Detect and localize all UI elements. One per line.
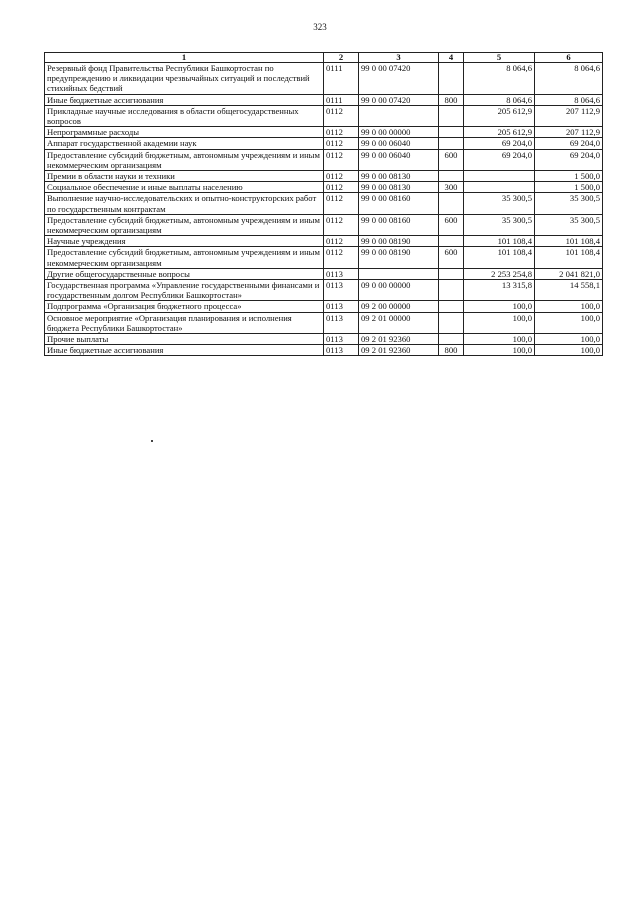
row-value-6-cell: 100,0	[535, 312, 603, 333]
row-type-cell	[439, 171, 464, 182]
header-col-3: 3	[359, 53, 439, 63]
row-value-5-cell: 101 108,4	[464, 247, 535, 268]
row-value-5-cell: 13 315,8	[464, 280, 535, 301]
row-value-6-cell: 69 204,0	[535, 149, 603, 170]
row-target-cell: 09 2 01 92360	[359, 345, 439, 356]
row-section-cell: 0113	[324, 312, 359, 333]
row-name-cell: Другие общегосударственные вопросы	[45, 268, 324, 279]
row-value-5-cell: 8 064,6	[464, 63, 535, 95]
row-section-cell: 0112	[324, 138, 359, 149]
row-value-5-cell: 35 300,5	[464, 193, 535, 214]
row-value-5-cell: 100,0	[464, 312, 535, 333]
row-target-cell: 99 0 00 08190	[359, 236, 439, 247]
row-type-cell: 600	[439, 214, 464, 235]
row-type-cell: 300	[439, 182, 464, 193]
row-target-cell	[359, 268, 439, 279]
row-section-cell: 0112	[324, 149, 359, 170]
row-type-cell	[439, 301, 464, 312]
row-value-5-cell: 100,0	[464, 334, 535, 345]
row-section-cell: 0112	[324, 182, 359, 193]
row-type-cell	[439, 193, 464, 214]
table-row	[45, 312, 603, 333]
row-type-cell	[439, 268, 464, 279]
table-row	[45, 105, 603, 126]
row-name-cell: Иные бюджетные ассигнования	[45, 345, 324, 356]
row-value-6-cell: 100,0	[535, 301, 603, 312]
row-section-cell: 0112	[324, 171, 359, 182]
row-target-cell: 99 0 00 08130	[359, 182, 439, 193]
row-value-5-cell: 101 108,4	[464, 236, 535, 247]
row-name-cell: Иные бюджетные ассигнования	[45, 94, 324, 105]
row-value-5-cell: 205 612,9	[464, 105, 535, 126]
row-name-cell: Предоставление субсидий бюджетным, автономным учреждениям и иным некоммерческим организациям	[45, 247, 324, 268]
row-type-cell: 600	[439, 247, 464, 268]
row-value-5-cell: 100,0	[464, 345, 535, 356]
table-row	[45, 171, 603, 182]
row-value-6-cell: 101 108,4	[535, 247, 603, 268]
row-target-cell: 09 2 01 00000	[359, 312, 439, 333]
row-name-cell: Прикладные научные исследования в области общегосударственных вопросов	[45, 105, 324, 126]
header-col-2: 2	[324, 53, 359, 63]
table-row	[45, 236, 603, 247]
table-row	[45, 138, 603, 149]
row-section-cell: 0112	[324, 236, 359, 247]
row-type-cell: 600	[439, 149, 464, 170]
table-row	[45, 334, 603, 345]
row-target-cell: 99 0 00 00000	[359, 127, 439, 138]
row-value-6-cell: 100,0	[535, 334, 603, 345]
row-section-cell: 0112	[324, 193, 359, 214]
row-value-6-cell: 2 041 821,0	[535, 268, 603, 279]
table-row	[45, 247, 603, 268]
row-value-6-cell: 8 064,6	[535, 94, 603, 105]
row-section-cell: 0113	[324, 280, 359, 301]
row-value-6-cell: 1 500,0	[535, 182, 603, 193]
row-section-cell: 0112	[324, 127, 359, 138]
budget-table	[44, 52, 603, 356]
table-row	[45, 345, 603, 356]
row-value-6-cell: 101 108,4	[535, 236, 603, 247]
row-value-5-cell: 69 204,0	[464, 138, 535, 149]
row-section-cell: 0113	[324, 268, 359, 279]
row-section-cell: 0112	[324, 247, 359, 268]
row-name-cell: Научные учреждения	[45, 236, 324, 247]
row-target-cell	[359, 105, 439, 126]
row-value-6-cell: 207 112,9	[535, 105, 603, 126]
row-target-cell: 09 2 00 00000	[359, 301, 439, 312]
table-row	[45, 268, 603, 279]
table-row	[45, 193, 603, 214]
row-type-cell	[439, 138, 464, 149]
row-name-cell: Выполнение научно-исследовательских и опытно-конструкторских работ по государственным контрактам	[45, 193, 324, 214]
row-value-5-cell: 2 253 254,8	[464, 268, 535, 279]
row-target-cell: 99 0 00 08160	[359, 193, 439, 214]
row-value-6-cell: 207 112,9	[535, 127, 603, 138]
header-col-5: 5	[464, 53, 535, 63]
row-section-cell: 0112	[324, 105, 359, 126]
row-type-cell: 800	[439, 345, 464, 356]
table-body	[45, 63, 603, 356]
row-section-cell: 0111	[324, 94, 359, 105]
row-section-cell: 0111	[324, 63, 359, 95]
row-target-cell: 99 0 00 08190	[359, 247, 439, 268]
row-type-cell	[439, 105, 464, 126]
row-name-cell: Государственная программа «Управление государственными финансами и государственным долгом Республики Башкортостан»	[45, 280, 324, 301]
row-target-cell: 99 0 00 08130	[359, 171, 439, 182]
row-value-6-cell: 100,0	[535, 345, 603, 356]
row-type-cell	[439, 312, 464, 333]
row-name-cell: Непрограммные расходы	[45, 127, 324, 138]
row-value-5-cell	[464, 182, 535, 193]
row-target-cell: 99 0 00 06040	[359, 149, 439, 170]
row-target-cell: 09 0 00 00000	[359, 280, 439, 301]
row-target-cell: 99 0 00 07420	[359, 63, 439, 95]
row-value-5-cell: 205 612,9	[464, 127, 535, 138]
row-name-cell: Социальное обеспечение и иные выплаты населению	[45, 182, 324, 193]
row-section-cell: 0113	[324, 301, 359, 312]
row-name-cell: Аппарат государственной академии наук	[45, 138, 324, 149]
row-target-cell: 09 2 01 92360	[359, 334, 439, 345]
row-target-cell: 99 0 00 06040	[359, 138, 439, 149]
row-name-cell: Подпрограмма «Организация бюджетного процесса»	[45, 301, 324, 312]
row-name-cell: Предоставление субсидий бюджетным, автономным учреждениям и иным некоммерческим организациям	[45, 149, 324, 170]
row-name-cell: Резервный фонд Правительства Республики Башкортостан по предупреждению и ликвидации чрезвычайных ситуаций и последствий стихийных бедствий	[45, 63, 324, 95]
row-value-5-cell: 69 204,0	[464, 149, 535, 170]
table-row	[45, 301, 603, 312]
row-value-5-cell	[464, 171, 535, 182]
row-section-cell: 0113	[324, 345, 359, 356]
row-value-6-cell: 14 558,1	[535, 280, 603, 301]
row-name-cell: Премии в области науки и техники	[45, 171, 324, 182]
row-value-6-cell: 35 300,5	[535, 214, 603, 235]
table-row	[45, 127, 603, 138]
row-name-cell: Предоставление субсидий бюджетным, автономным учреждениям и иным некоммерческим организациям	[45, 214, 324, 235]
row-type-cell	[439, 334, 464, 345]
row-section-cell: 0113	[324, 334, 359, 345]
row-section-cell: 0112	[324, 214, 359, 235]
row-type-cell	[439, 127, 464, 138]
row-name-cell: Основное мероприятие «Организация планирования и исполнения бюджета Республики Башкортостан»	[45, 312, 324, 333]
row-value-6-cell: 8 064,6	[535, 63, 603, 95]
table-header-row	[45, 53, 603, 63]
table-row	[45, 94, 603, 105]
table-row	[45, 63, 603, 95]
header-col-4: 4	[439, 53, 464, 63]
row-value-6-cell: 69 204,0	[535, 138, 603, 149]
table-row	[45, 280, 603, 301]
row-value-6-cell: 35 300,5	[535, 193, 603, 214]
row-target-cell: 99 0 00 08160	[359, 214, 439, 235]
table-row	[45, 214, 603, 235]
row-value-5-cell: 35 300,5	[464, 214, 535, 235]
row-target-cell: 99 0 00 07420	[359, 94, 439, 105]
table-row	[45, 149, 603, 170]
table-row	[45, 182, 603, 193]
row-value-5-cell: 8 064,6	[464, 94, 535, 105]
row-type-cell	[439, 236, 464, 247]
row-value-6-cell: 1 500,0	[535, 171, 603, 182]
header-col-1: 1	[45, 53, 324, 63]
page-number: 323	[313, 22, 327, 32]
row-type-cell	[439, 280, 464, 301]
row-name-cell: Прочие выплаты	[45, 334, 324, 345]
stray-mark	[151, 440, 153, 442]
row-type-cell	[439, 63, 464, 95]
row-type-cell: 800	[439, 94, 464, 105]
row-value-5-cell: 100,0	[464, 301, 535, 312]
header-col-6: 6	[535, 53, 603, 63]
